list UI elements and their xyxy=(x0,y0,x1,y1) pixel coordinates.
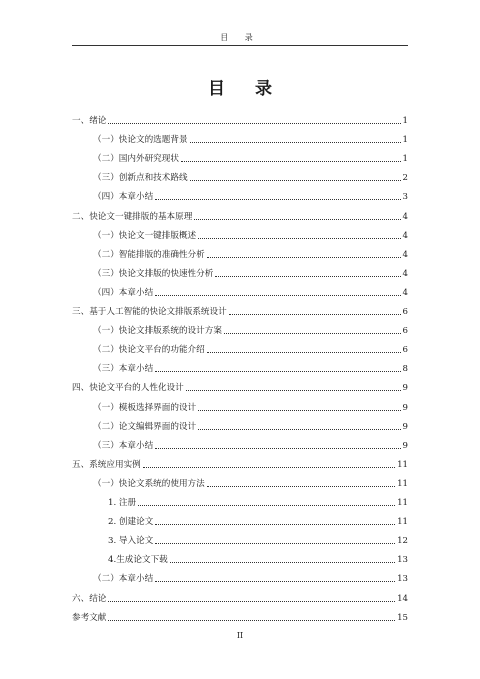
toc-entry-label: 五、系统应用实例 xyxy=(72,459,141,470)
header-rule xyxy=(72,45,408,46)
toc-entry-label: （二）本章小结 xyxy=(93,574,154,585)
toc-entry-page: 4 xyxy=(402,249,408,260)
toc-dot-leader xyxy=(108,600,395,602)
toc-dot-leader xyxy=(108,122,400,124)
toc-dot-leader xyxy=(207,351,401,353)
toc-entry[interactable] xyxy=(93,128,408,146)
toc-dot-leader xyxy=(207,256,401,258)
toc-entry-page: 9 xyxy=(402,383,408,394)
toc-dot-leader xyxy=(215,275,400,277)
toc-entry-label: （二）智能排版的准确性分析 xyxy=(93,249,205,260)
toc-dot-leader xyxy=(190,179,401,181)
toc-entry[interactable] xyxy=(93,415,408,433)
toc-entry-label: （一）快论文系统的使用方法 xyxy=(93,478,205,489)
running-header: 目 录 xyxy=(220,33,260,42)
toc-dot-leader xyxy=(190,141,401,143)
toc-entry-label: 1. 注册 xyxy=(108,498,137,508)
toc-entry[interactable] xyxy=(93,434,408,452)
toc-entry[interactable] xyxy=(93,338,408,356)
toc-dot-leader xyxy=(108,619,395,621)
toc-entry-label: 二、快论文一键排版的基本原理 xyxy=(72,211,193,222)
toc-entry-page: 9 xyxy=(402,440,408,451)
toc-entry[interactable] xyxy=(108,529,408,547)
toc-entry-page: 4 xyxy=(402,287,408,298)
toc-dot-leader xyxy=(181,160,401,162)
toc-dot-leader xyxy=(155,523,395,525)
toc-entry[interactable] xyxy=(108,510,408,528)
toc-entry[interactable] xyxy=(72,205,408,223)
toc-entry-label: 4.生成论文下载 xyxy=(108,555,168,566)
toc-dot-leader xyxy=(207,485,395,487)
toc-dot-leader xyxy=(229,313,401,315)
toc-dot-leader xyxy=(198,428,400,430)
toc-entry-label: 六、结论 xyxy=(72,593,107,604)
toc-entry-label: （三）创新点和技术路线 xyxy=(93,173,188,184)
toc-entry-label: 一、绪论 xyxy=(72,116,107,126)
footer-page-number: II xyxy=(236,631,244,640)
toc-dot-leader xyxy=(194,218,400,220)
toc-entry-page: 3 xyxy=(402,192,408,203)
toc-entry-page: 11 xyxy=(397,498,408,508)
toc-entry-page: 4 xyxy=(402,268,408,279)
toc-entry[interactable] xyxy=(108,491,408,509)
toc-entry-label: （三）本章小结 xyxy=(93,364,154,375)
toc-entry[interactable] xyxy=(72,587,408,605)
toc-entry-page: 15 xyxy=(397,612,408,623)
toc-entry-page: 13 xyxy=(397,574,408,585)
toc-entry[interactable] xyxy=(93,185,408,203)
toc-entry-page: 4 xyxy=(402,211,408,222)
toc-entry[interactable] xyxy=(93,224,408,242)
toc-entry-page: 6 xyxy=(402,307,408,317)
toc-entry-label: （四）本章小结 xyxy=(93,287,154,298)
toc-dot-leader xyxy=(170,561,395,563)
toc-entry[interactable] xyxy=(72,109,408,127)
toc-entry-label: （一）快论文的选题背景 xyxy=(93,135,188,146)
toc-entry[interactable] xyxy=(93,567,408,585)
toc-entry-page: 9 xyxy=(402,402,408,413)
toc-dot-leader xyxy=(198,237,400,239)
toc-entry[interactable] xyxy=(93,396,408,414)
toc-entry[interactable] xyxy=(108,548,408,566)
toc-entry[interactable] xyxy=(93,243,408,261)
toc-entry-page: 14 xyxy=(397,593,408,604)
toc-dot-leader xyxy=(186,389,401,391)
toc-entry-label: 2. 创建论文 xyxy=(108,517,154,528)
toc-entry-label: （四）本章小结 xyxy=(93,192,154,203)
toc-entry-page: 6 xyxy=(402,345,408,356)
toc-entry-page: 1 xyxy=(402,135,408,146)
toc-entry-label: （三）本章小结 xyxy=(93,440,154,451)
toc-entry[interactable] xyxy=(93,281,408,299)
toc-entry-page: 13 xyxy=(397,555,408,566)
toc-entry-page: 12 xyxy=(397,536,408,547)
toc-entry-page: 11 xyxy=(397,517,408,528)
toc-entry[interactable] xyxy=(72,376,408,394)
toc-entry-label: （二）论文编辑界面的设计 xyxy=(93,421,197,432)
toc-dot-leader xyxy=(155,542,395,544)
toc-entry-page: 1 xyxy=(402,116,408,126)
toc-entry-label: （二）国内外研究现状 xyxy=(93,154,179,165)
toc-entry-page: 4 xyxy=(402,230,408,241)
toc-entry-label: 参考文献 xyxy=(72,612,107,623)
toc-entry-page: 2 xyxy=(402,173,408,184)
toc-entry-page: 9 xyxy=(402,421,408,432)
toc-entry-label: （二）快论文平台的功能介绍 xyxy=(93,345,205,356)
toc-dot-leader xyxy=(138,504,395,506)
toc-entry[interactable] xyxy=(93,357,408,375)
toc-entry[interactable] xyxy=(72,606,408,624)
toc-entry-label: （一）快论文排版系统的设计方案 xyxy=(93,326,222,337)
toc-entry-page: 11 xyxy=(397,459,408,470)
toc-entry-label: （三）快论文排版的快速性分析 xyxy=(93,268,214,279)
toc-entry-page: 6 xyxy=(402,326,408,337)
toc-entry[interactable] xyxy=(93,319,408,337)
toc-entry[interactable] xyxy=(93,166,408,184)
toc-dot-leader xyxy=(143,466,395,468)
toc-dot-leader xyxy=(155,198,400,200)
toc-dot-leader xyxy=(155,580,395,582)
toc-entry[interactable] xyxy=(72,453,408,471)
toc-dot-leader xyxy=(224,332,401,334)
toc-entry-page: 8 xyxy=(402,364,408,375)
toc-entry-label: 四、快论文平台的人性化设计 xyxy=(72,383,184,394)
toc-entry-label: 三、基于人工智能的快论文排版系统设计 xyxy=(72,307,227,317)
toc-entry[interactable] xyxy=(93,262,408,280)
toc-entry[interactable] xyxy=(72,300,408,318)
toc-entry-label: （一）快论文一键排版概述 xyxy=(93,230,197,241)
toc-dot-leader xyxy=(155,447,400,449)
toc-entry[interactable] xyxy=(93,472,408,490)
toc-entry-page: 11 xyxy=(397,478,408,489)
toc-dot-leader xyxy=(155,294,400,296)
toc-dot-leader xyxy=(198,409,400,411)
toc-title: 目 录 xyxy=(208,79,284,99)
toc-entry-label: （一）模板选择界面的设计 xyxy=(93,402,197,413)
toc-entry-page: 1 xyxy=(402,154,408,165)
toc-entry-label: 3. 导入论文 xyxy=(108,536,154,547)
toc-entry[interactable] xyxy=(93,147,408,165)
toc-dot-leader xyxy=(155,370,400,372)
